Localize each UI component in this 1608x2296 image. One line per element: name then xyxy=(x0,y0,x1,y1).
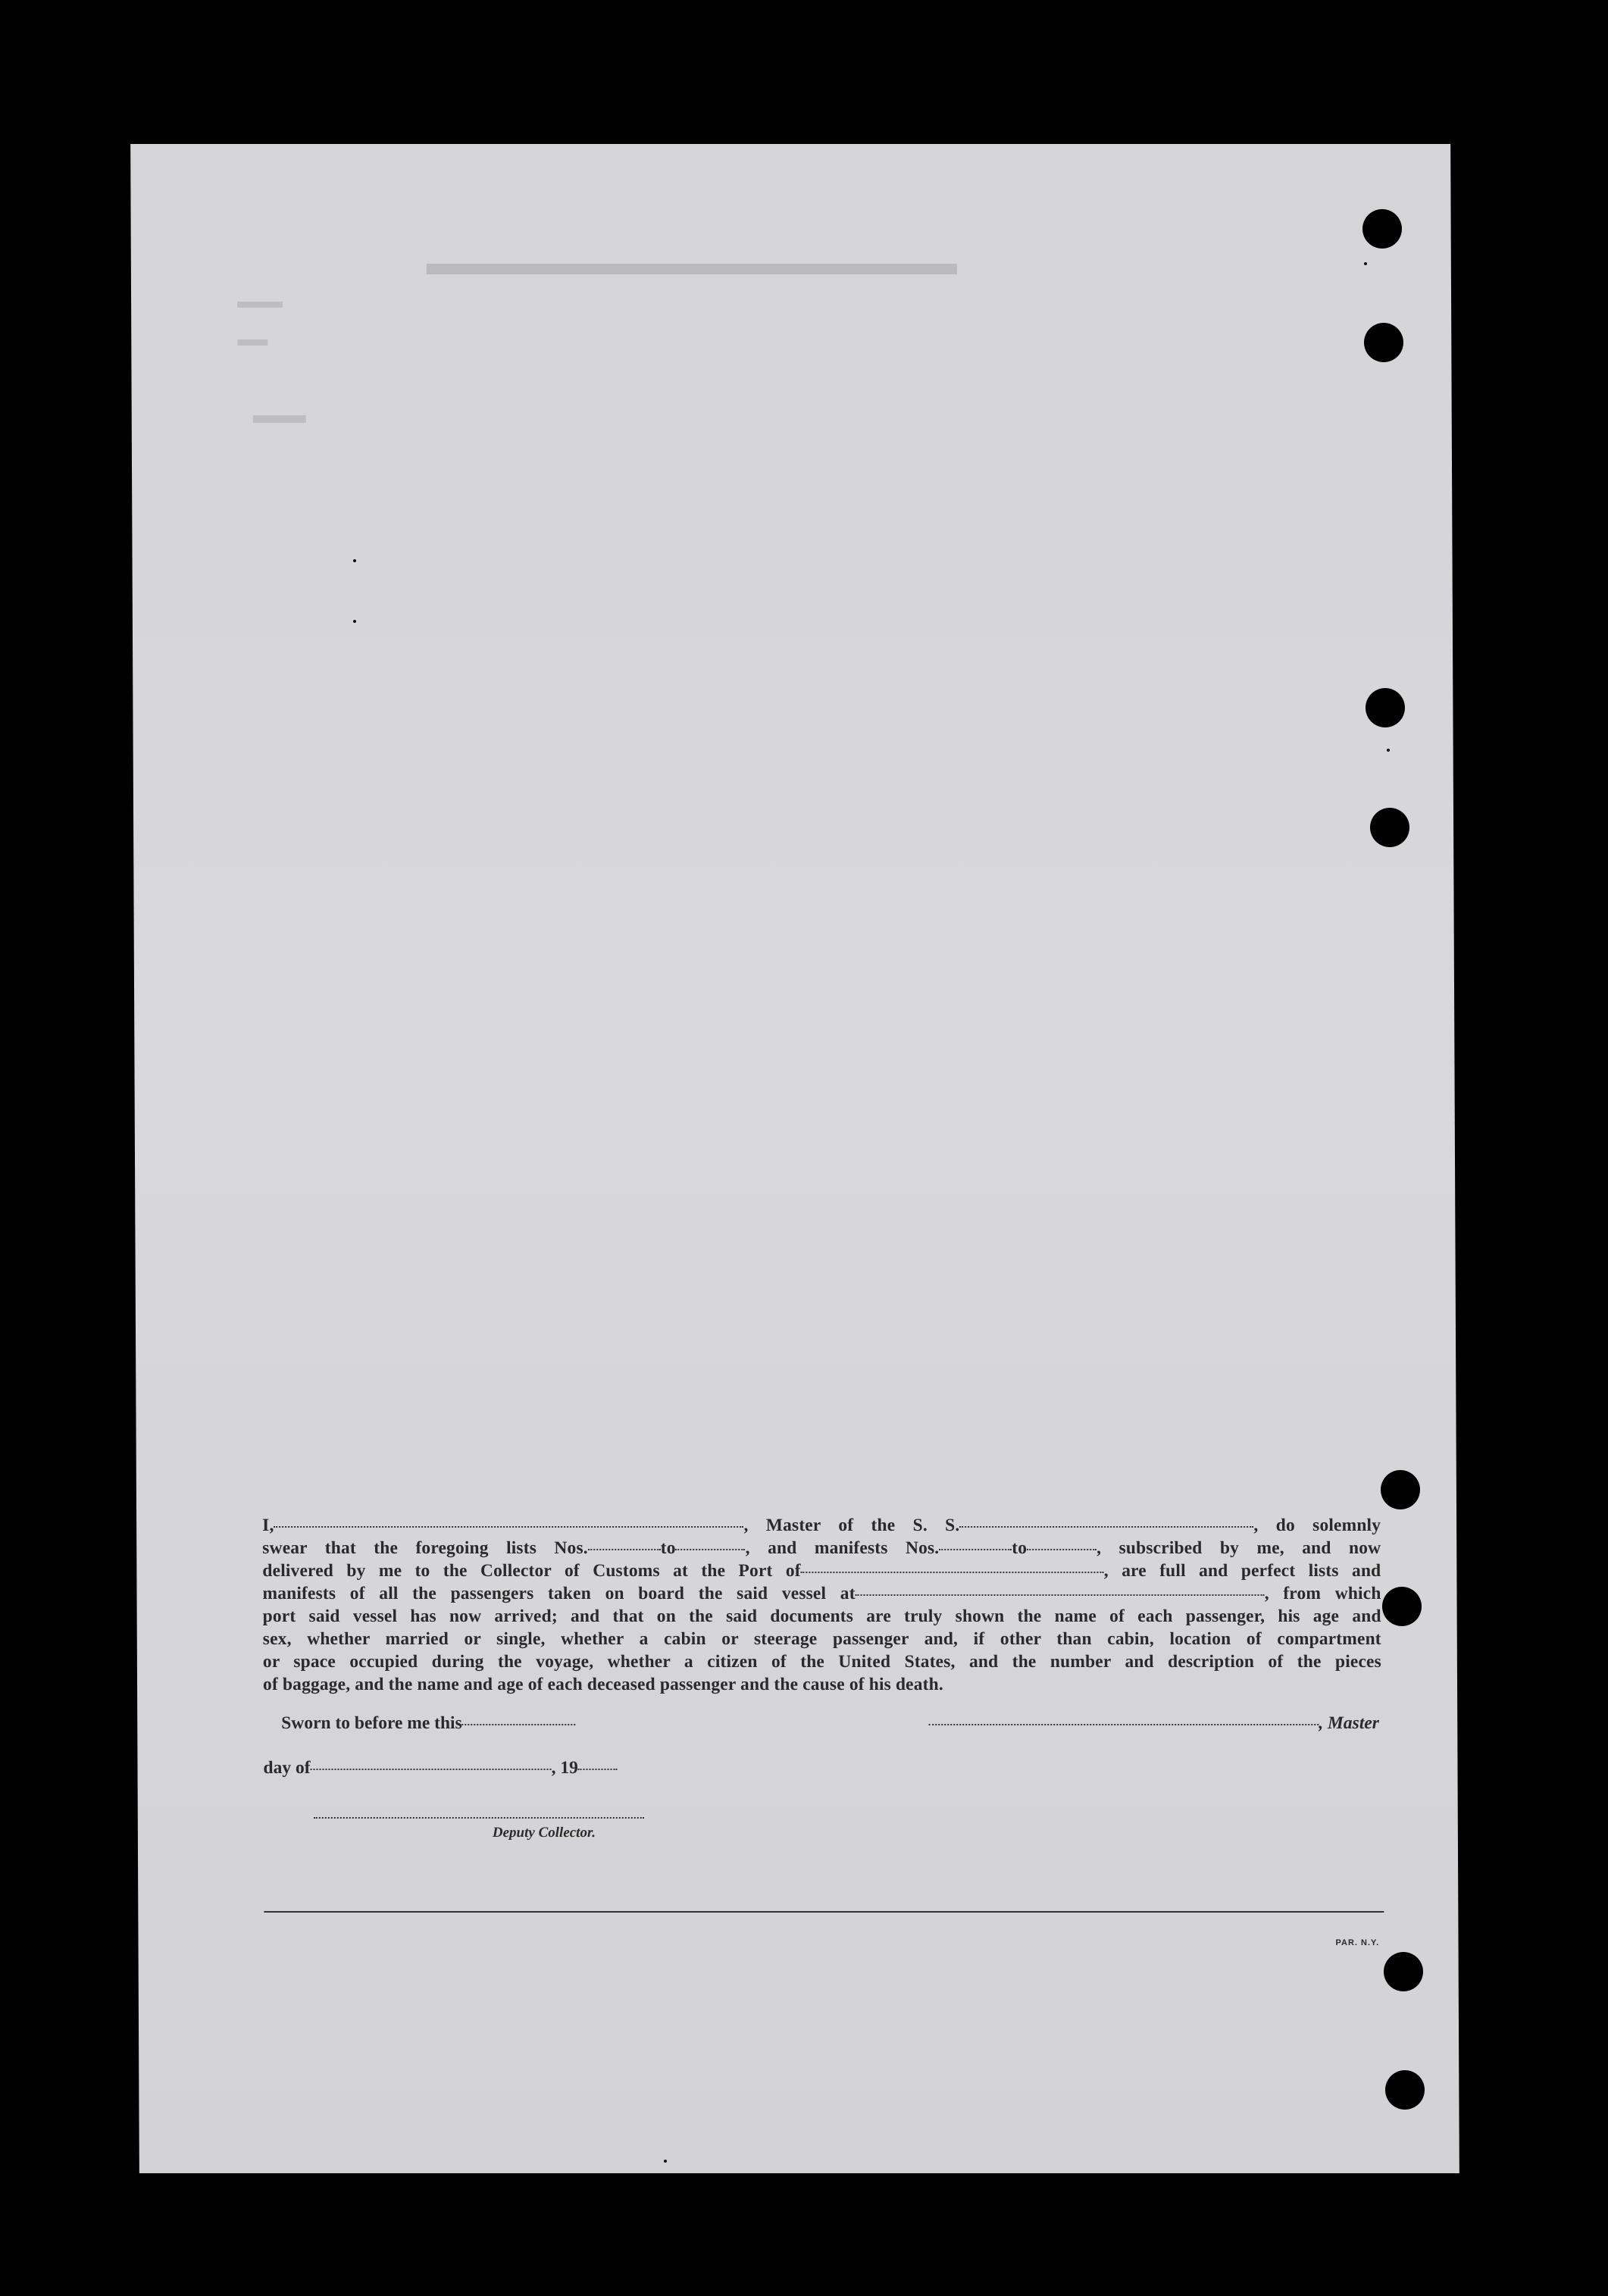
speck xyxy=(353,620,356,623)
speck xyxy=(1387,749,1390,752)
speck xyxy=(664,2160,667,2163)
punch-hole xyxy=(1362,209,1402,249)
deputy-collector-label: Deputy Collector. xyxy=(492,1825,596,1841)
masters-oath: I, , Master of the S. S. , do solemnly swear that the foregoing lists Nos. to , and manifests Nos. to , subscribed by me, and now delivered by me to the Collector of Customs at the Port of , are full and perfect lists and manifests of all the passengers taken on board the said vessel at , from which port said vessel has now arrived; and that on the said documents are truly shown the name of each passenger, his age and sex, whether married or single, whether a cabin or steerage passenger and, if other than cabin, location of compartment or space occupied during the voyage, whether a citizen of the United States, and the number and description of the pieces of baggage, and the name and age of each deceased passenger and the cause of his death. xyxy=(262,1516,1381,1694)
punch-hole xyxy=(1381,1470,1420,1509)
punch-hole xyxy=(1370,808,1409,847)
bleed-through-text xyxy=(237,233,1147,461)
manifest-page xyxy=(130,144,1459,2173)
punch-hole xyxy=(1384,1952,1423,1991)
punch-hole xyxy=(1385,2070,1425,2110)
speck xyxy=(1364,262,1367,265)
date-line: day of , 19 xyxy=(263,1758,617,1778)
punch-hole xyxy=(1364,323,1403,362)
bottom-rule xyxy=(264,1911,1384,1913)
printer-mark: PAR. N.Y. xyxy=(1335,1938,1380,1947)
punch-hole xyxy=(1366,688,1405,727)
deputy-signature-line xyxy=(314,1817,644,1819)
punch-hole xyxy=(1382,1587,1422,1626)
master-signature-line: , Master xyxy=(928,1713,1379,1734)
speck xyxy=(353,559,356,562)
sworn-line: Sworn to before me this xyxy=(281,1713,576,1734)
